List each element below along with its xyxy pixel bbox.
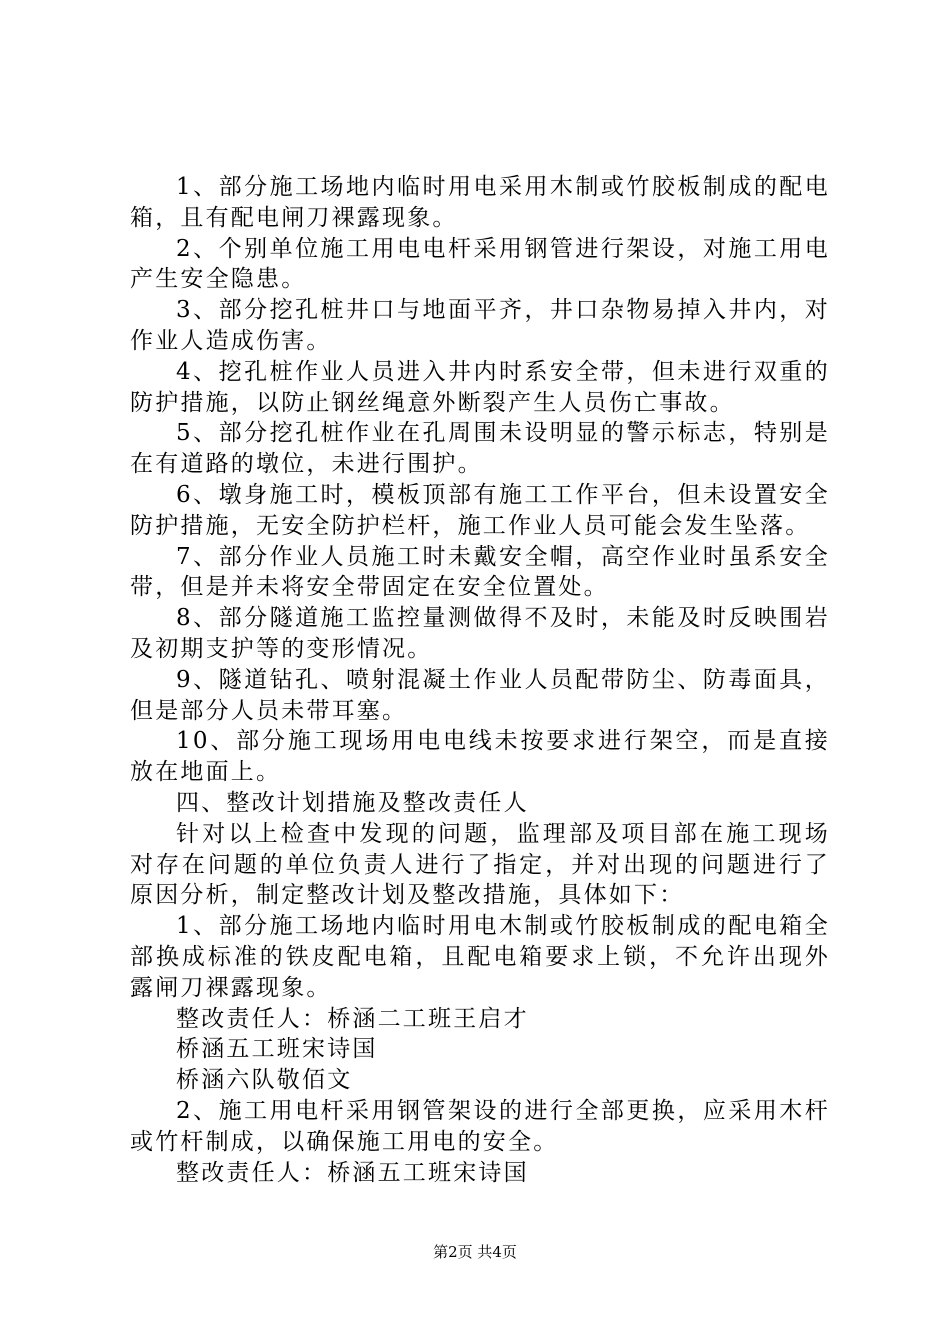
paragraph-measure-2: 2、施工用电杆采用钢管架设的进行全部更换，应采用木杆或竹杆制成，以确保施工用电的安全。: [130, 1097, 830, 1155]
paragraph-issue-5: 5、部分挖孔桩作业在孔周围未设明显的警示标志，特别是在有道路的墩位，未进行围护。: [130, 420, 830, 478]
paragraph-issue-2: 2、个别单位施工用电电杆采用钢管进行架设，对施工用电产生安全隐患。: [130, 235, 830, 293]
section-heading: 四、整改计划措施及整改责任人: [176, 789, 529, 816]
paragraph-issue-6: 6、墩身施工时，模板顶部有施工工作平台，但未设置安全防护措施，无安全防护栏杆，施工作业人员可能会发生坠落。: [130, 481, 830, 539]
paragraph-issue-10: 10、部分施工现场用电电线未按要求进行架空，而是直接放在地面上。: [130, 728, 830, 786]
paragraph-issue-9: 9、隧道钻孔、喷射混凝土作业人员配带防尘、防毒面具，但是部分人员未带耳塞。: [130, 666, 830, 724]
paragraph-issue-7: 7、部分作业人员施工时未戴安全帽，高空作业时虽系安全带，但是并未将安全带固定在安全位置处。: [130, 543, 830, 601]
responsible-person-line: 整改责任人：桥涵五工班宋诗国: [176, 1159, 529, 1186]
paragraph-issue-4: 4、挖孔桩作业人员进入井内时系安全带，但未进行双重的防护措施，以防止钢丝绳意外断裂产生人员伤亡事故。: [130, 358, 830, 416]
document-body: [130, 172, 830, 1188]
paragraph-issue-3: 3、部分挖孔桩井口与地面平齐，井口杂物易掉入井内，对作业人造成伤害。: [130, 297, 830, 354]
responsible-person-line: 桥涵五工班宋诗国: [176, 1036, 378, 1063]
responsible-person-line: 桥涵六队敬佰文: [176, 1067, 353, 1094]
responsible-person-line: 整改责任人：桥涵二工班王启才: [176, 1005, 529, 1032]
page-number-footer: 第2页 共4页: [433, 1243, 517, 1261]
paragraph-issue-1: 1、部分施工场地内临时用电采用木制或竹胶板制成的配电箱，且有配电闸刀裸露现象。: [130, 174, 830, 231]
paragraph-issue-8: 8、部分隧道施工监控量测做得不及时，未能及时反映围岩及初期支护等的变形情况。: [130, 605, 830, 662]
paragraph-intro: 针对以上检查中发现的问题，监理部及项目部在施工现场对存在问题的单位负责人进行了指定，并对出现的问题进行了原因分析，制定整改计划及整改措施，具体如下：: [130, 820, 830, 909]
paragraph-measure-1: 1、部分施工场地内临时用电木制或竹胶板制成的配电箱全部换成标准的铁皮配电箱，且配电箱要求上锁，不允许出现外露闸刀裸露现象。: [130, 913, 830, 1001]
